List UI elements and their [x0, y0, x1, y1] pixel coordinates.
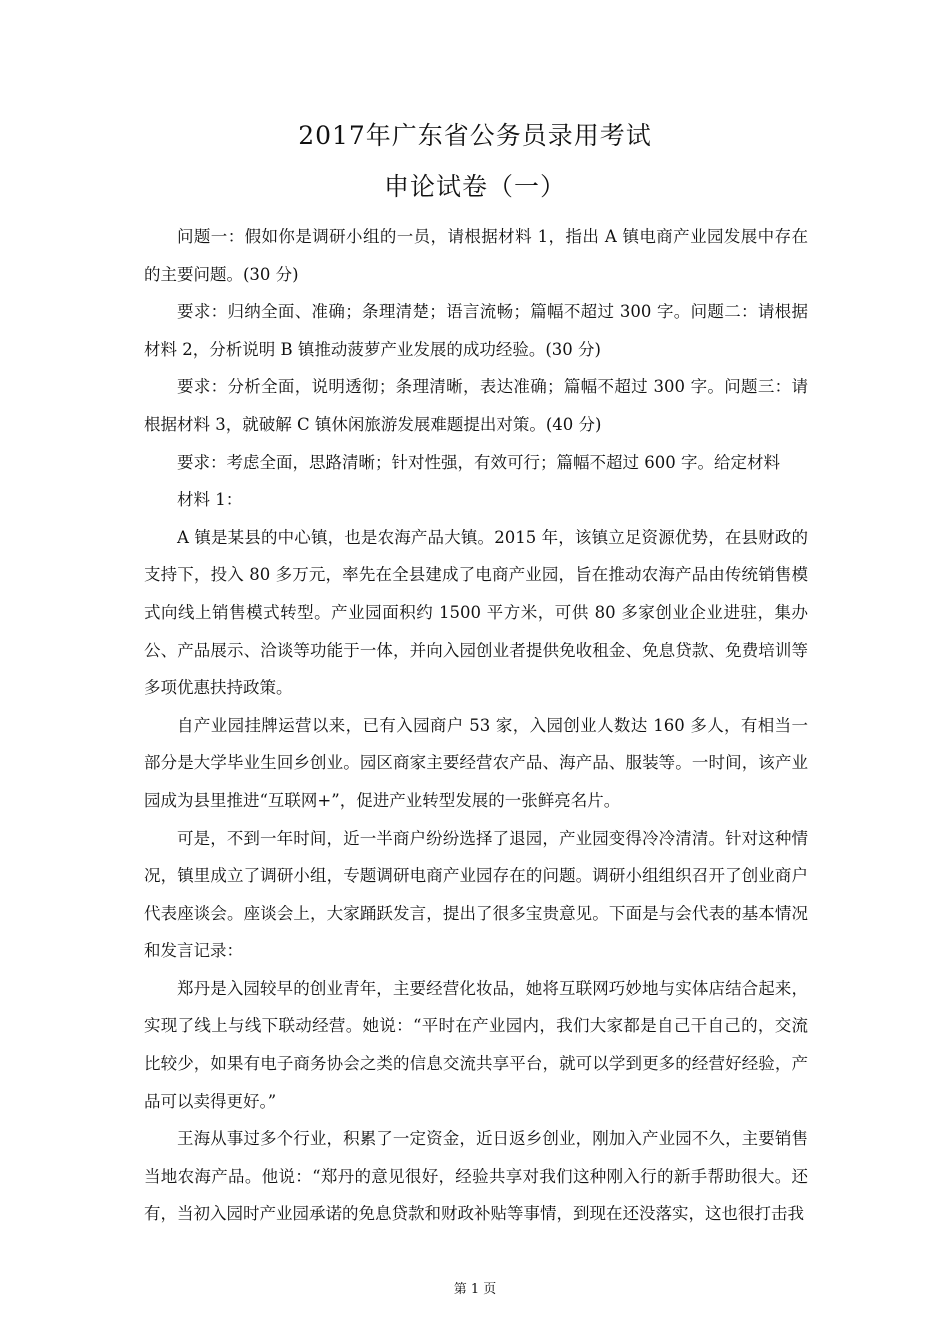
- paragraph: A 镇是某县的中心镇，也是农海产品大镇。2015 年，该镇立足资源优势，在县财政的支持下，投入 80 多万元，率先在全县建成了电商产业园，旨在推动农海产品由传统销售模式向线上销售模式转型。产业园面积约 1500 平方米，可供 80 多家创业企业进驻，集办公、产品展示、洽谈等功能于一体，并向入园创业者提供免收租金、免息贷款、免费培训等多项优惠扶持政策。: [144, 527, 808, 698]
- paragraph: 材料 1：: [177, 490, 243, 510]
- paragraph: 问题一：假如你是调研小组的一员，请根据材料 1，指出 A 镇电商产业园发展中存在的主要问题。(30 分): [144, 227, 808, 284]
- document-body: [144, 218, 808, 1233]
- page-number: 第 1 页: [453, 1282, 497, 1297]
- document-subtitle: 申论试卷（一）: [383, 172, 566, 201]
- paragraph: 要求：归纳全面、准确；条理清楚；语言流畅；篇幅不超过 300 字。问题二：请根据材料 2，分析说明 B 镇推动菠萝产业发展的成功经验。(30 分): [144, 302, 808, 359]
- paragraph: 可是，不到一年时间，近一半商户纷纷选择了退园，产业园变得冷冷清清。针对这种情况，镇里成立了调研小组，专题调研电商产业园存在的问题。调研小组组织召开了创业商户代表座谈会。座谈会上，大家踊跃发言，提出了很多宝贵意见。下面是与会代表的基本情况和发言记录：: [144, 828, 808, 961]
- document-title: 2017年广东省公务员录用考试: [298, 121, 652, 150]
- paragraph: 郑丹是入园较早的创业青年，主要经营化妆品，她将互联网巧妙地与实体店结合起来，实现了线上与线下联动经营。她说：“平时在产业园内，我们大家都是自己干自己的，交流比较少，如果有电子商务协会之类的信息交流共享平台，就可以学到更多的经营好经验，产品可以卖得更好。”: [144, 978, 808, 1111]
- paragraph: 王海从事过多个行业，积累了一定资金，近日返乡创业，刚加入产业园不久，主要销售当地农海产品。他说：“郑丹的意见很好，经验共享对我们这种刚入行的新手帮助很大。还有，当初入园时产业园承诺的免息贷款和财政补贴等事情，到现在还没落实，这也很打击我: [144, 1129, 808, 1224]
- paragraph: 要求：分析全面，说明透彻；条理清晰，表达准确；篇幅不超过 300 字。问题三：请根据材料 3，就破解 C 镇休闲旅游发展难题提出对策。(40 分): [144, 377, 808, 434]
- paragraph: 自产业园挂牌运营以来，已有入园商户 53 家，入园创业人数达 160 多人，有相当一部分是大学毕业生回乡创业。园区商家主要经营农产品、海产品、服装等。一时间，该产业园成为县里推进“互联网+”，促进产业转型发展的一张鲜亮名片。: [144, 715, 808, 810]
- paragraph: 要求：考虑全面，思路清晰；针对性强，有效可行；篇幅不超过 600 字。给定材料: [177, 452, 780, 472]
